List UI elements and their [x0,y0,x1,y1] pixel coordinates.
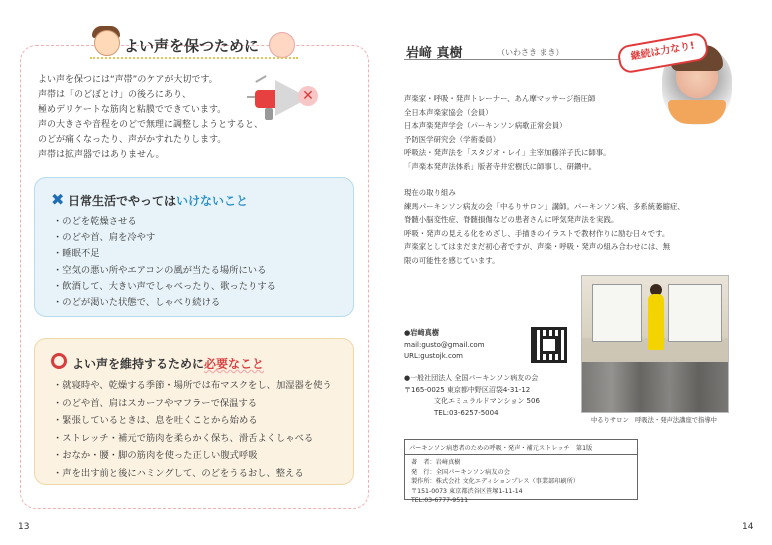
colophon-line: 著 者：岩﨑真樹 [411,459,461,466]
list-item: ・のどや首、肩を冷やす [53,232,156,244]
list-item: ・声を出す前と後にハミングして、のどをうるおし、整える [53,467,304,479]
list-item: ・睡眠不足 [53,248,100,260]
bio-line: 予防医学研究会（学術委員） [404,134,501,144]
intro-line: のどが痛くなったり、声がかすれたりします。 [38,135,227,145]
circle-icon [51,353,67,369]
org-line: 文化エミュラルドマンション 506 [434,397,540,406]
class-photo [581,275,729,413]
colophon-line: 製作所：株式会社 文化エディションプレス（事業部印刷所） [411,478,579,486]
author-name: 岩﨑 真樹 [406,46,463,61]
author-bio [404,92,734,174]
dos-list [53,377,353,483]
donts-title [51,192,248,209]
audience-figures [582,362,728,412]
list-item: ・就寝時や、乾燥する季節・場所では布マスクをし、加湿器を使う [53,380,332,391]
donts-list [53,214,353,311]
colophon-line: 〒151-0073 東京都渋谷区笹塚1-11-14 [411,487,523,495]
list-item: ・緊張しているときは、息を吐くことから始める [53,415,258,427]
colophon-box [404,439,638,505]
intro-line: 極めデリケートな筋肉と粘膜でできています。 [38,105,227,115]
page-number: 13 [18,522,30,532]
author-name-reading: （いわさき まき） [497,48,564,57]
title-underline [90,57,298,59]
photo-window [668,284,722,342]
colophon-line: TEL:03-6777-9511 [411,497,469,505]
qr-code-icon [531,327,567,363]
list-item: ・のどを乾燥させる [53,216,137,227]
bio-line: 「声楽本発声法体系」版者寺井宏樹氏に師事し、研鑽中。 [404,161,597,171]
current-activities [404,186,734,268]
list-item: ・空気の悪い所やエアコンの風が当たる場所にいる [53,264,267,276]
motto-badge: 継続は力なり! [616,31,709,74]
activities-line: 脊髄小脳変性症、脊髄損傷などの患者さんに呼気発声法を実践。 [404,215,619,225]
list-item: ・のどや首、肩はスカーフやマフラーで保温する [53,397,258,409]
donts-title-highlight: いけないこと [176,194,249,208]
org-line: TEL:03-6257-5004 [434,408,499,417]
photo-window [592,284,642,342]
photo-caption: 中るりサロン 呼吸法・発声法講座で指導中 [591,417,717,424]
donts-title-prefix: 日常生活でやっては [68,194,177,208]
page-right [386,0,772,545]
intro-line: 声帯は拡声器ではありません。 [38,150,165,160]
donts-box [34,177,354,317]
bio-line: 呼吸法・発声法を「スタジオ・レイ」主宰加藤洋子氏に師事。 [404,148,611,158]
contact-url: URL:gustojk.com [404,352,463,360]
intro-text [38,73,288,163]
intro-line: 声の大きさや音程をのどで無理に調整しようとすると、 [38,120,264,130]
activities-line: 練馬パーキンソン病友の会「中るりサロン」講師。パーキンソン病、多系統萎縮症、 [404,201,685,211]
megaphone-icon [255,78,325,128]
bio-line: 日本声楽発声学会（パーキンソン病歌正常会員） [404,121,567,131]
activities-line: 限の可能性を感じています。 [404,255,500,265]
cross-icon: ✖ [51,190,65,209]
dos-box [34,338,354,485]
contact-email: mail:gusto@gmail.com [404,341,485,349]
bio-line: 声楽家・呼吸・発声トレーナー、あん摩マッサージ指圧師 [404,94,596,103]
dos-title-highlight: 必要なこと [204,357,265,371]
colophon-divider [405,454,637,455]
page-number: 14 [742,522,754,532]
instructor-figure [648,294,664,350]
activities-line: 呼吸・発声の見える化をめざし、手描きのイラストで教材作りに励む日々です。 [404,228,670,238]
organization-info [404,373,594,419]
cross-icon: ✕ [298,86,318,106]
list-item: ・のどが渇いた状態で、しゃべり続ける [53,297,221,309]
colophon-body [411,458,579,506]
org-line: ●一般社団法人 全国パーキンソン病友の会 [404,374,539,382]
girl-icon [269,32,295,58]
list-item: ・ストレッチ・補元で筋肉を柔らかく保ち、滑舌よくしゃべる [53,432,314,444]
list-item: ・飲酒して、大きい声でしゃべったり、歌ったりする [53,280,276,292]
megaphone-handle [265,108,273,120]
boy-icon [94,30,120,56]
list-item: ・おなか・腰・脚の筋肉を使った正しい腹式呼吸 [53,450,258,462]
colophon-line: 発 行：全国パーキンソン病友の会 [411,468,510,476]
intro-line: よい声を保つには“声帯”のケアが大切です。 [38,75,218,85]
org-line: 〒165-0025 東京都中野区沼袋4-31-12 [404,385,531,394]
dos-title [51,353,264,372]
activities-heading: 現在の取り組み [404,188,456,197]
megaphone-body [255,90,277,108]
activities-line: 声楽家としてはまだまだ初心者ですが、声楽・呼吸・発声の組み合わせには、無 [404,242,671,252]
page-title: よい声を保つために [124,37,260,55]
intro-line: 声帯は「のどぼとけ」の後ろにあり、 [38,90,192,100]
contact-title: ●岩﨑真樹 [404,328,440,337]
colophon-title: パーキンソン病患者のための呼吸・発声・補元ストレッチ 第1版 [409,445,593,452]
bio-line: 全日本声楽家協会（会員） [404,107,493,117]
dos-title-prefix: よい声を維持するために [72,357,205,371]
